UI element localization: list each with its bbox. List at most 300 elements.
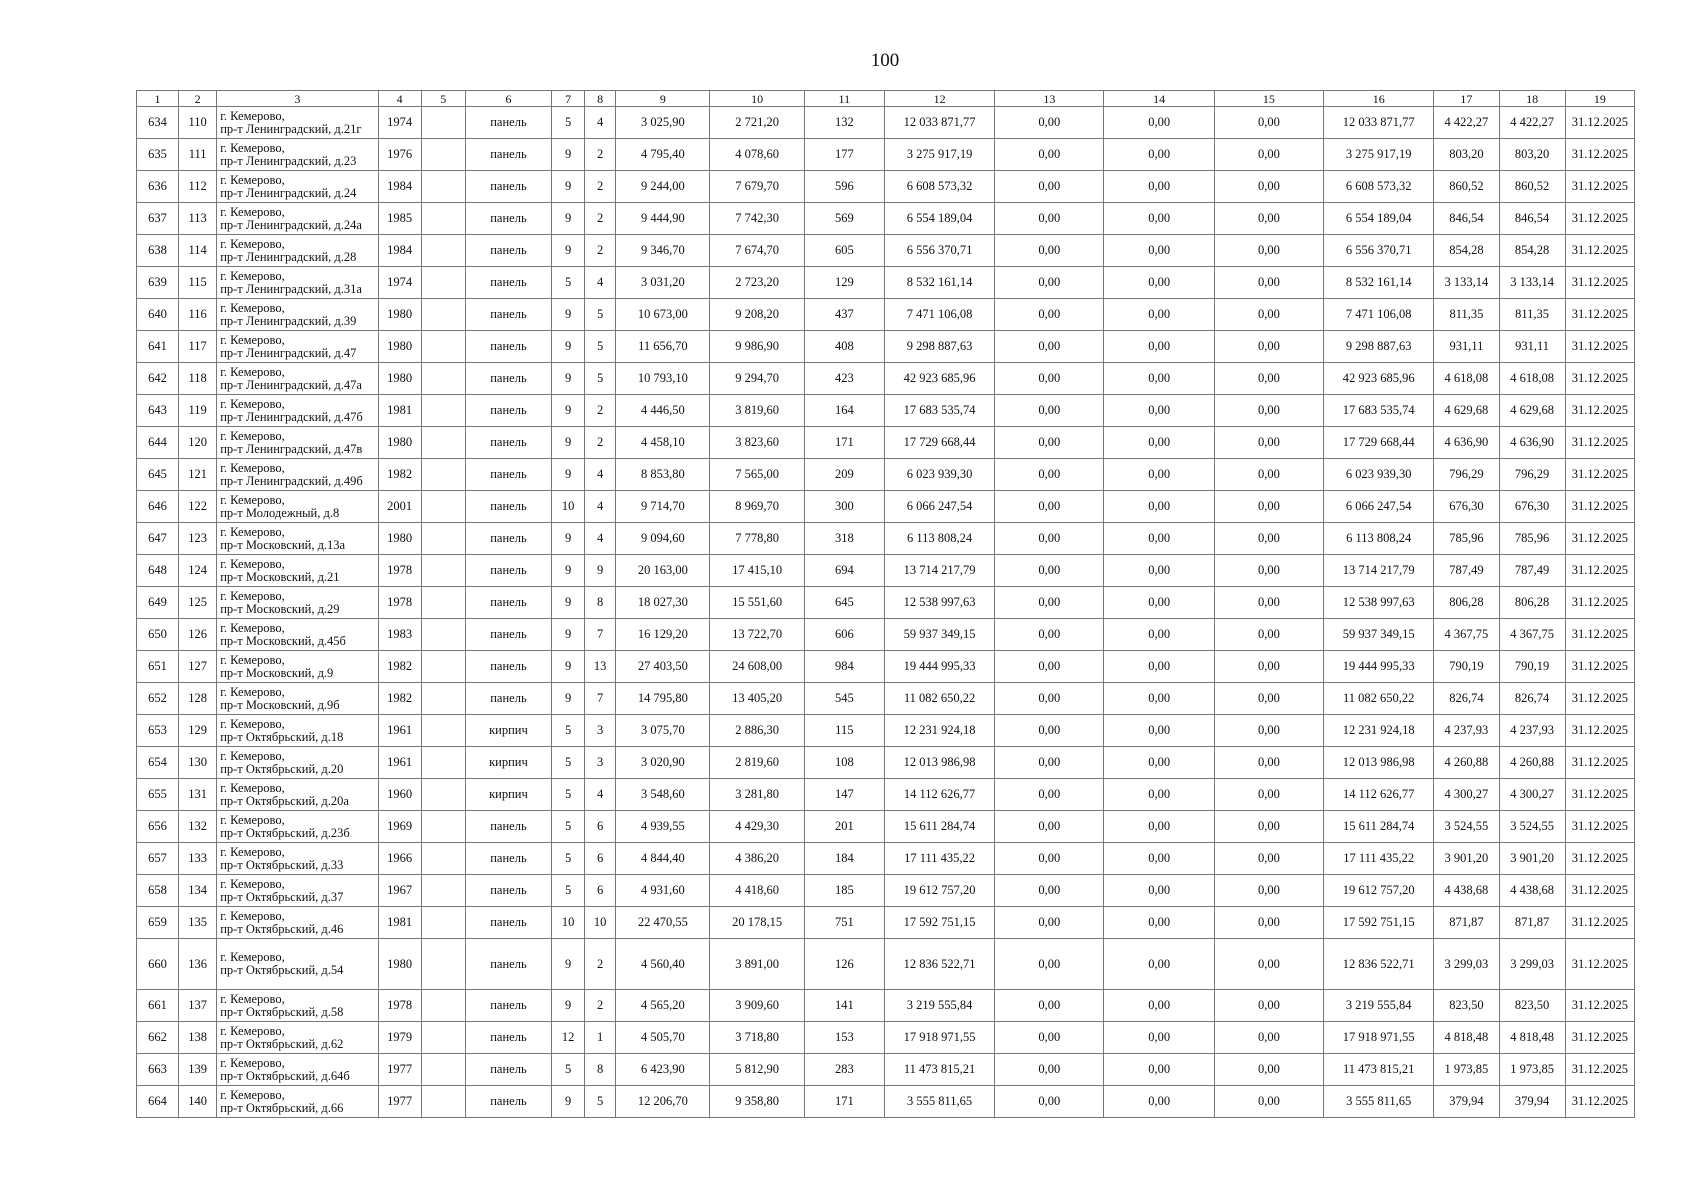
fund-cost-cell: 7 471 106,08 (1324, 299, 1434, 331)
address-city: г. Кемерово, (220, 1023, 285, 1038)
total-cost-cell: 9 298 887,63 (884, 331, 994, 363)
max-unit-cost-cell: 4 629,68 (1499, 395, 1565, 427)
cost-cell: 0,00 (1104, 990, 1214, 1022)
cost-cell: 0,00 (1104, 747, 1214, 779)
deadline-date-cell: 31.12.2025 (1565, 939, 1634, 990)
address-city: г. Кемерово, (220, 684, 285, 699)
year-cell: 1961 (378, 747, 421, 779)
living-area-cell: 2 721,20 (710, 107, 804, 139)
cost-cell: 0,00 (1214, 523, 1323, 555)
max-unit-cost-cell: 854,28 (1499, 235, 1565, 267)
cost-cell: 0,00 (995, 715, 1104, 747)
cost-cell: 0,00 (1104, 1022, 1214, 1054)
cost-cell: 0,00 (1104, 363, 1214, 395)
wall-material-cell: панель (465, 1054, 551, 1086)
address-street: пр-т Ленинградский, д.47 (220, 345, 357, 360)
floors-cell: 5 (552, 107, 585, 139)
address-cell (217, 427, 378, 459)
unit-cost-cell: 854,28 (1434, 235, 1499, 267)
table-row (137, 427, 1635, 459)
table-row (137, 875, 1635, 907)
empty-cell (421, 715, 465, 747)
max-unit-cost-cell: 4 818,48 (1499, 1022, 1565, 1054)
unit-cost-cell: 4 438,68 (1434, 875, 1499, 907)
item-number-cell: 139 (179, 1054, 217, 1086)
cost-cell: 0,00 (1104, 779, 1214, 811)
unit-cost-cell: 871,87 (1434, 907, 1499, 939)
address-street: пр-т Молодежный, д.8 (220, 505, 340, 520)
living-area-cell: 24 608,00 (710, 651, 804, 683)
fund-cost-cell: 17 683 535,74 (1324, 395, 1434, 427)
empty-cell (421, 139, 465, 171)
year-cell: 1977 (378, 1086, 421, 1118)
floors-cell: 10 (552, 491, 585, 523)
cost-cell: 0,00 (995, 555, 1104, 587)
row-number-cell: 658 (137, 875, 179, 907)
table-row (137, 683, 1635, 715)
cost-cell: 0,00 (1214, 715, 1323, 747)
cost-cell: 0,00 (995, 990, 1104, 1022)
deadline-date-cell: 31.12.2025 (1565, 107, 1634, 139)
max-unit-cost-cell: 3 133,14 (1499, 267, 1565, 299)
wall-material-cell: панель (465, 907, 551, 939)
living-area-cell: 2 723,20 (710, 267, 804, 299)
cost-cell: 0,00 (1214, 1054, 1323, 1086)
year-cell: 1980 (378, 299, 421, 331)
residents-cell: 108 (804, 747, 884, 779)
residents-cell: 408 (804, 331, 884, 363)
entrances-cell: 5 (585, 1086, 616, 1118)
cost-cell: 0,00 (1214, 395, 1323, 427)
address-cell (217, 267, 378, 299)
total-area-cell: 10 673,00 (616, 299, 710, 331)
wall-material-cell: панель (465, 171, 551, 203)
cost-cell: 0,00 (1214, 459, 1323, 491)
unit-cost-cell: 796,29 (1434, 459, 1499, 491)
wall-material-cell: панель (465, 555, 551, 587)
unit-cost-cell: 803,20 (1434, 139, 1499, 171)
cost-cell: 0,00 (1214, 171, 1323, 203)
fund-cost-cell: 12 013 986,98 (1324, 747, 1434, 779)
cost-cell: 0,00 (1104, 907, 1214, 939)
residents-cell: 171 (804, 427, 884, 459)
cost-cell: 0,00 (1104, 875, 1214, 907)
item-number-cell: 137 (179, 990, 217, 1022)
address-cell (217, 811, 378, 843)
address-street: пр-т Октябрьский, д.20 (220, 761, 344, 776)
cost-cell: 0,00 (1104, 555, 1214, 587)
deadline-date-cell: 31.12.2025 (1565, 587, 1634, 619)
deadline-date-cell: 31.12.2025 (1565, 1086, 1634, 1118)
entrances-cell: 7 (585, 619, 616, 651)
cost-cell: 0,00 (995, 363, 1104, 395)
entrances-cell: 3 (585, 715, 616, 747)
total-area-cell: 3 548,60 (616, 779, 710, 811)
wall-material-cell: панель (465, 491, 551, 523)
max-unit-cost-cell: 811,35 (1499, 299, 1565, 331)
residents-cell: 164 (804, 395, 884, 427)
max-unit-cost-cell: 4 260,88 (1499, 747, 1565, 779)
floors-cell: 5 (552, 1054, 585, 1086)
table-row (137, 523, 1635, 555)
column-number-header: 19 (1565, 91, 1634, 107)
fund-cost-cell: 3 555 811,65 (1324, 1086, 1434, 1118)
residents-cell: 129 (804, 267, 884, 299)
address-city: г. Кемерово, (220, 716, 285, 731)
empty-cell (421, 459, 465, 491)
deadline-date-cell: 31.12.2025 (1565, 203, 1634, 235)
address-street: пр-т Ленинградский, д.21г (220, 121, 362, 136)
total-area-cell: 4 931,60 (616, 875, 710, 907)
item-number-cell: 134 (179, 875, 217, 907)
address-city: г. Кемерово, (220, 300, 285, 315)
unit-cost-cell: 823,50 (1434, 990, 1499, 1022)
item-number-cell: 124 (179, 555, 217, 587)
max-unit-cost-cell: 823,50 (1499, 990, 1565, 1022)
living-area-cell: 15 551,60 (710, 587, 804, 619)
address-street: пр-т Ленинградский, д.28 (220, 249, 357, 264)
living-area-cell: 3 891,00 (710, 939, 804, 990)
deadline-date-cell: 31.12.2025 (1565, 331, 1634, 363)
cost-cell: 0,00 (995, 811, 1104, 843)
total-area-cell: 20 163,00 (616, 555, 710, 587)
deadline-date-cell: 31.12.2025 (1565, 427, 1634, 459)
residents-cell: 605 (804, 235, 884, 267)
unit-cost-cell: 860,52 (1434, 171, 1499, 203)
address-street: пр-т Московский, д.13а (220, 537, 346, 552)
unit-cost-cell: 4 629,68 (1434, 395, 1499, 427)
table-row (137, 1022, 1635, 1054)
wall-material-cell: панель (465, 267, 551, 299)
cost-cell: 0,00 (995, 779, 1104, 811)
cost-cell: 0,00 (995, 1086, 1104, 1118)
table-row (137, 907, 1635, 939)
living-area-cell: 7 742,30 (710, 203, 804, 235)
address-cell (217, 523, 378, 555)
unit-cost-cell: 806,28 (1434, 587, 1499, 619)
item-number-cell: 127 (179, 651, 217, 683)
total-cost-cell: 6 023 939,30 (884, 459, 994, 491)
max-unit-cost-cell: 4 300,27 (1499, 779, 1565, 811)
unit-cost-cell: 846,54 (1434, 203, 1499, 235)
row-number-cell: 639 (137, 267, 179, 299)
address-cell (217, 779, 378, 811)
cost-cell: 0,00 (1214, 1086, 1323, 1118)
cost-cell: 0,00 (1104, 107, 1214, 139)
wall-material-cell: панель (465, 990, 551, 1022)
entrances-cell: 2 (585, 427, 616, 459)
item-number-cell: 125 (179, 587, 217, 619)
fund-cost-cell: 19 612 757,20 (1324, 875, 1434, 907)
entrances-cell: 2 (585, 171, 616, 203)
wall-material-cell: панель (465, 107, 551, 139)
total-area-cell: 9 094,60 (616, 523, 710, 555)
cost-cell: 0,00 (1214, 299, 1323, 331)
total-area-cell: 3 031,20 (616, 267, 710, 299)
fund-cost-cell: 3 275 917,19 (1324, 139, 1434, 171)
total-cost-cell: 13 714 217,79 (884, 555, 994, 587)
unit-cost-cell: 811,35 (1434, 299, 1499, 331)
address-city: г. Кемерово, (220, 556, 285, 571)
table-row (137, 331, 1635, 363)
year-cell: 1961 (378, 715, 421, 747)
empty-cell (421, 907, 465, 939)
cost-cell: 0,00 (1214, 907, 1323, 939)
max-unit-cost-cell: 931,11 (1499, 331, 1565, 363)
item-number-cell: 112 (179, 171, 217, 203)
total-cost-cell: 14 112 626,77 (884, 779, 994, 811)
year-cell: 1980 (378, 331, 421, 363)
address-cell (217, 1086, 378, 1118)
cost-cell: 0,00 (995, 651, 1104, 683)
address-city: г. Кемерово, (220, 876, 285, 891)
total-area-cell: 9 346,70 (616, 235, 710, 267)
max-unit-cost-cell: 860,52 (1499, 171, 1565, 203)
unit-cost-cell: 790,19 (1434, 651, 1499, 683)
entrances-cell: 2 (585, 990, 616, 1022)
total-cost-cell: 17 683 535,74 (884, 395, 994, 427)
cost-cell: 0,00 (1104, 267, 1214, 299)
total-area-cell: 12 206,70 (616, 1086, 710, 1118)
table-row (137, 203, 1635, 235)
address-street: пр-т Московский, д.45б (220, 633, 346, 648)
table-row (137, 555, 1635, 587)
living-area-cell: 8 969,70 (710, 491, 804, 523)
address-cell (217, 299, 378, 331)
column-number-header: 7 (552, 91, 585, 107)
item-number-cell: 126 (179, 619, 217, 651)
total-area-cell: 9 244,00 (616, 171, 710, 203)
deadline-date-cell: 31.12.2025 (1565, 1022, 1634, 1054)
address-cell (217, 107, 378, 139)
entrances-cell: 6 (585, 875, 616, 907)
total-area-cell: 4 939,55 (616, 811, 710, 843)
address-city: г. Кемерово, (220, 396, 285, 411)
column-number-header: 13 (995, 91, 1104, 107)
wall-material-cell: панель (465, 235, 551, 267)
cost-cell: 0,00 (995, 459, 1104, 491)
item-number-cell: 110 (179, 107, 217, 139)
fund-cost-cell: 3 219 555,84 (1324, 990, 1434, 1022)
empty-cell (421, 619, 465, 651)
cost-cell: 0,00 (1214, 491, 1323, 523)
max-unit-cost-cell: 4 438,68 (1499, 875, 1565, 907)
address-cell (217, 331, 378, 363)
max-unit-cost-cell: 790,19 (1499, 651, 1565, 683)
total-cost-cell: 17 729 668,44 (884, 427, 994, 459)
cost-cell: 0,00 (995, 587, 1104, 619)
living-area-cell: 13 405,20 (710, 683, 804, 715)
address-cell (217, 939, 378, 990)
item-number-cell: 140 (179, 1086, 217, 1118)
address-street: пр-т Октябрьский, д.37 (220, 889, 344, 904)
fund-cost-cell: 17 111 435,22 (1324, 843, 1434, 875)
entrances-cell: 4 (585, 107, 616, 139)
page-number: 100 (870, 50, 900, 71)
row-number-cell: 653 (137, 715, 179, 747)
deadline-date-cell: 31.12.2025 (1565, 171, 1634, 203)
empty-cell (421, 107, 465, 139)
total-area-cell: 14 795,80 (616, 683, 710, 715)
unit-cost-cell: 4 636,90 (1434, 427, 1499, 459)
deadline-date-cell: 31.12.2025 (1565, 779, 1634, 811)
residents-cell: 606 (804, 619, 884, 651)
residents-cell: 171 (804, 1086, 884, 1118)
floors-cell: 9 (552, 363, 585, 395)
max-unit-cost-cell: 871,87 (1499, 907, 1565, 939)
cost-cell: 0,00 (1214, 267, 1323, 299)
fund-cost-cell: 12 836 522,71 (1324, 939, 1434, 990)
item-number-cell: 136 (179, 939, 217, 990)
table-row (137, 747, 1635, 779)
cost-cell: 0,00 (995, 491, 1104, 523)
cost-cell: 0,00 (1104, 619, 1214, 651)
max-unit-cost-cell: 787,49 (1499, 555, 1565, 587)
table-row (137, 299, 1635, 331)
total-cost-cell: 6 608 573,32 (884, 171, 994, 203)
living-area-cell: 20 178,15 (710, 907, 804, 939)
cost-cell: 0,00 (995, 523, 1104, 555)
residents-cell: 126 (804, 939, 884, 990)
total-area-cell: 3 020,90 (616, 747, 710, 779)
total-cost-cell: 6 066 247,54 (884, 491, 994, 523)
item-number-cell: 118 (179, 363, 217, 395)
address-street: пр-т Ленинградский, д.23 (220, 153, 357, 168)
cost-cell: 0,00 (1214, 747, 1323, 779)
floors-cell: 9 (552, 235, 585, 267)
cost-cell: 0,00 (995, 939, 1104, 990)
floors-cell: 9 (552, 683, 585, 715)
year-cell: 1978 (378, 990, 421, 1022)
max-unit-cost-cell: 4 237,93 (1499, 715, 1565, 747)
entrances-cell: 2 (585, 203, 616, 235)
living-area-cell: 3 718,80 (710, 1022, 804, 1054)
cost-cell: 0,00 (1214, 843, 1323, 875)
row-number-cell: 654 (137, 747, 179, 779)
entrances-cell: 4 (585, 523, 616, 555)
table-row (137, 235, 1635, 267)
year-cell: 1985 (378, 203, 421, 235)
cost-cell: 0,00 (995, 107, 1104, 139)
wall-material-cell: панель (465, 203, 551, 235)
deadline-date-cell: 31.12.2025 (1565, 843, 1634, 875)
total-area-cell: 3 025,90 (616, 107, 710, 139)
wall-material-cell: панель (465, 395, 551, 427)
address-cell (217, 587, 378, 619)
address-cell (217, 203, 378, 235)
wall-material-cell: панель (465, 363, 551, 395)
floors-cell: 9 (552, 939, 585, 990)
table-row (137, 1086, 1635, 1118)
address-cell (217, 875, 378, 907)
cost-cell: 0,00 (1214, 363, 1323, 395)
floors-cell: 5 (552, 843, 585, 875)
deadline-date-cell: 31.12.2025 (1565, 875, 1634, 907)
address-city: г. Кемерово, (220, 844, 285, 859)
floors-cell: 9 (552, 299, 585, 331)
total-area-cell: 18 027,30 (616, 587, 710, 619)
address-cell (217, 715, 378, 747)
cost-cell: 0,00 (1104, 651, 1214, 683)
wall-material-cell: кирпич (465, 747, 551, 779)
address-city: г. Кемерово, (220, 908, 285, 923)
item-number-cell: 129 (179, 715, 217, 747)
entrances-cell: 7 (585, 683, 616, 715)
year-cell: 1984 (378, 171, 421, 203)
unit-cost-cell: 785,96 (1434, 523, 1499, 555)
wall-material-cell: кирпич (465, 715, 551, 747)
floors-cell: 9 (552, 139, 585, 171)
cost-cell: 0,00 (1214, 875, 1323, 907)
address-street: пр-т Ленинградский, д.31а (220, 281, 362, 296)
entrances-cell: 2 (585, 235, 616, 267)
total-cost-cell: 15 611 284,74 (884, 811, 994, 843)
cost-cell: 0,00 (1104, 1086, 1214, 1118)
total-cost-cell: 3 555 811,65 (884, 1086, 994, 1118)
wall-material-cell: панель (465, 651, 551, 683)
address-city: г. Кемерово, (220, 524, 285, 539)
row-number-cell: 651 (137, 651, 179, 683)
year-cell: 1981 (378, 907, 421, 939)
deadline-date-cell: 31.12.2025 (1565, 523, 1634, 555)
residents-cell: 184 (804, 843, 884, 875)
address-cell (217, 619, 378, 651)
year-cell: 1960 (378, 779, 421, 811)
table-row (137, 587, 1635, 619)
empty-cell (421, 171, 465, 203)
address-city: г. Кемерово, (220, 108, 285, 123)
residents-cell: 645 (804, 587, 884, 619)
cost-cell: 0,00 (1104, 171, 1214, 203)
max-unit-cost-cell: 806,28 (1499, 587, 1565, 619)
cost-cell: 0,00 (995, 235, 1104, 267)
empty-cell (421, 939, 465, 990)
entrances-cell: 4 (585, 267, 616, 299)
item-number-cell: 132 (179, 811, 217, 843)
year-cell: 2001 (378, 491, 421, 523)
item-number-cell: 116 (179, 299, 217, 331)
cost-cell: 0,00 (1104, 1054, 1214, 1086)
row-number-cell: 662 (137, 1022, 179, 1054)
cost-cell: 0,00 (1104, 811, 1214, 843)
total-cost-cell: 12 538 997,63 (884, 587, 994, 619)
max-unit-cost-cell: 4 618,08 (1499, 363, 1565, 395)
address-city: г. Кемерово, (220, 428, 285, 443)
total-cost-cell: 12 836 522,71 (884, 939, 994, 990)
table-row (137, 1054, 1635, 1086)
total-area-cell: 10 793,10 (616, 363, 710, 395)
row-number-cell: 638 (137, 235, 179, 267)
cost-cell: 0,00 (1214, 587, 1323, 619)
living-area-cell: 9 986,90 (710, 331, 804, 363)
wall-material-cell: панель (465, 587, 551, 619)
floors-cell: 9 (552, 203, 585, 235)
address-city: г. Кемерово, (220, 780, 285, 795)
unit-cost-cell: 4 618,08 (1434, 363, 1499, 395)
fund-cost-cell: 8 532 161,14 (1324, 267, 1434, 299)
total-cost-cell: 42 923 685,96 (884, 363, 994, 395)
empty-cell (421, 235, 465, 267)
residents-cell: 437 (804, 299, 884, 331)
deadline-date-cell: 31.12.2025 (1565, 299, 1634, 331)
cost-cell: 0,00 (1104, 299, 1214, 331)
total-cost-cell: 19 444 995,33 (884, 651, 994, 683)
fund-cost-cell: 17 729 668,44 (1324, 427, 1434, 459)
total-area-cell: 4 560,40 (616, 939, 710, 990)
address-cell (217, 363, 378, 395)
row-number-cell: 643 (137, 395, 179, 427)
floors-cell: 9 (552, 651, 585, 683)
